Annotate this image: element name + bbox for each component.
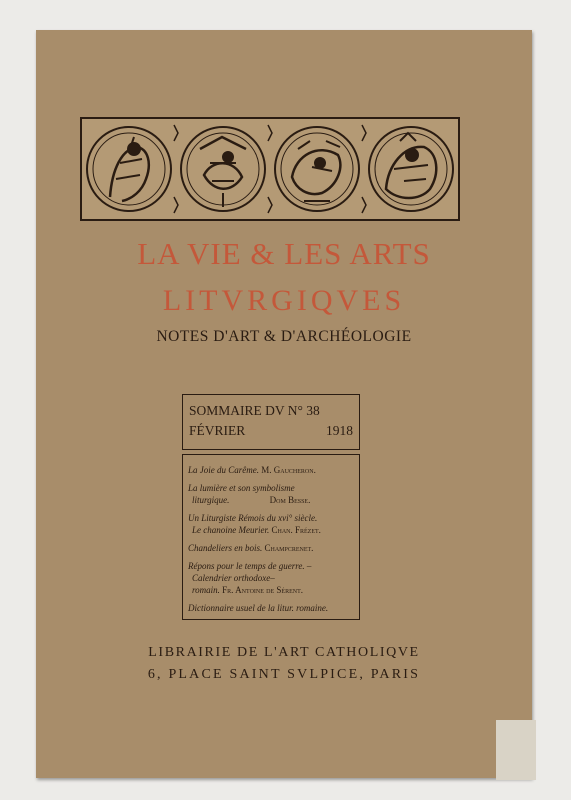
toc-entry: Dictionnaire usuel de la litur. romaine.	[188, 603, 329, 613]
summary-month: FÉVRIER	[189, 423, 246, 438]
toc-entry: Calendrier orthodoxe–	[192, 573, 275, 583]
publisher-address: 6, PLACE SAINT SVLPICE, PARIS	[147, 667, 421, 682]
book-cover	[36, 30, 532, 778]
summary-label: SOMMAIRE DV N° 38	[189, 403, 320, 418]
publisher-name: LIBRAIRIE DE L'ART CATHOLIQVE	[148, 645, 420, 660]
journal-subtitle: NOTES D'ART & D'ARCHÉOLOGIE	[156, 328, 412, 345]
summary-year: 1918	[326, 423, 353, 438]
toc-entry: La Joie du Carême. M. Gaucheron.	[188, 465, 316, 475]
toc-entry: romain. Fr. Antoine de Sérent.	[192, 585, 303, 595]
toc-entry: Le chanoine Meurier. Chan. Frézet.	[192, 525, 321, 535]
folded-corner	[496, 720, 536, 780]
summary-date	[189, 423, 353, 439]
journal-title-line1: LA VIE & LES ARTS	[137, 236, 431, 271]
summary-header-box	[182, 394, 360, 450]
evangelist-banner-illustration	[82, 119, 458, 219]
toc-entry: Un Liturgiste Rémois du xvi° siècle.	[188, 513, 318, 523]
toc-entry: liturgique. Dom Besse.	[192, 495, 311, 505]
toc-entry: Répons pour le temps de guerre. –	[188, 561, 312, 571]
toc-entry: Chandeliers en bois. Champcrenet.	[188, 543, 314, 553]
journal-title-line2: LITVRGIQVES	[162, 284, 406, 317]
evangelist-banner	[80, 117, 460, 221]
table-of-contents	[182, 454, 360, 620]
toc-entry: La lumière et son symbolisme	[188, 483, 295, 493]
